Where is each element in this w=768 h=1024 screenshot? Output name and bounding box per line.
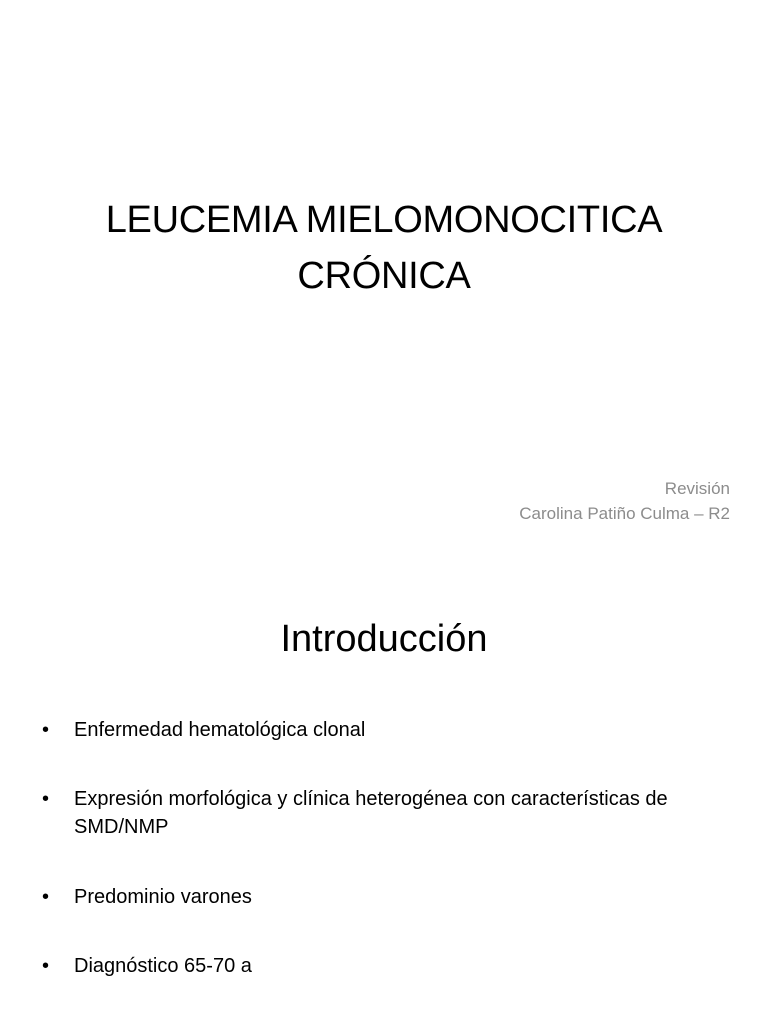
slide-heading: Introducción — [280, 618, 488, 660]
list-item — [42, 883, 738, 911]
list-item — [42, 952, 738, 980]
bullet-icon: • — [42, 719, 50, 741]
slide-title-line-1: LEUCEMIA MIELOMONOCITICA — [105, 199, 663, 241]
slide-subtitle — [519, 476, 730, 526]
introduction-slide — [0, 590, 768, 1024]
list-item — [42, 785, 738, 841]
bullet-icon: • — [42, 788, 50, 810]
slide-title-line-2: CRÓNICA — [297, 255, 471, 297]
list-item-text: Enfermedad hematológica clonal — [74, 719, 366, 741]
bullet-icon: • — [42, 955, 50, 977]
list-item — [42, 716, 738, 744]
list-item-text: Expresión morfológica y clínica heterogénea con características de SMD/NMP — [74, 788, 668, 838]
slide-title — [40, 192, 728, 304]
bullet-icon: • — [42, 886, 50, 908]
list-item-text: Diagnóstico 65-70 a — [74, 955, 252, 977]
bullet-list — [42, 716, 738, 980]
list-item-text: Predominio varones — [74, 886, 252, 908]
subtitle-author: Carolina Patiño Culma – R2 — [519, 504, 730, 523]
subtitle-revision: Revisión — [664, 479, 730, 498]
